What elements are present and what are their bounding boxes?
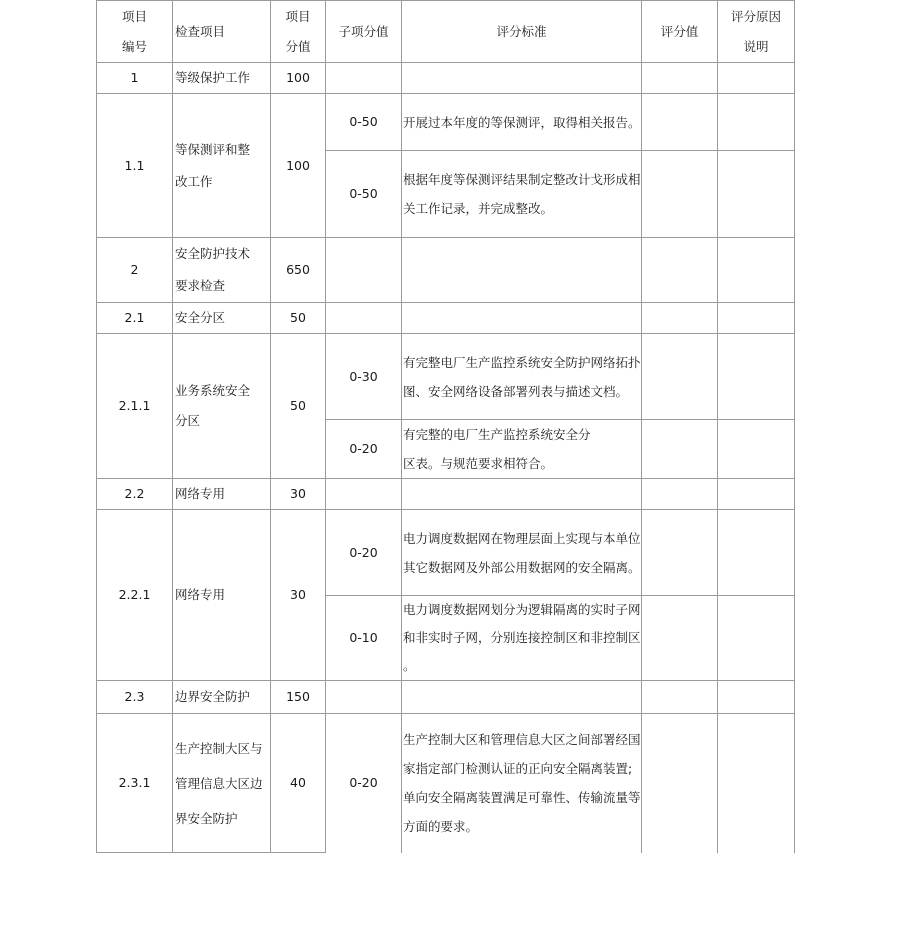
rating-cell[interactable] <box>642 238 718 303</box>
header-reason <box>718 1 795 63</box>
rating-cell[interactable] <box>642 151 718 238</box>
item-number: 1 <box>97 63 173 94</box>
reason-cell[interactable] <box>718 334 795 420</box>
sub-score: 0-50 <box>326 151 402 238</box>
reason-cell[interactable] <box>718 420 795 479</box>
criteria-line: 根据年度等保测评结果制定整改计戈形成相 <box>403 172 641 187</box>
rating-cell[interactable] <box>642 681 718 714</box>
item-score: 100 <box>271 63 326 94</box>
check-item: 等级保护工作 <box>173 63 271 94</box>
check-item <box>173 334 271 479</box>
table-row <box>97 94 795 151</box>
criteria <box>402 303 642 334</box>
rating-cell[interactable] <box>642 63 718 94</box>
check-item <box>173 94 271 238</box>
criteria <box>402 714 642 853</box>
header-text: 编号 <box>121 38 147 54</box>
check-item <box>173 238 271 303</box>
header-item-score <box>271 1 326 63</box>
check-item <box>173 714 271 853</box>
reason-cell[interactable] <box>718 510 795 596</box>
reason-cell[interactable] <box>718 63 795 94</box>
rating-cell[interactable] <box>642 303 718 334</box>
check-item-line: 生产控制大区与 <box>175 740 263 756</box>
table-row <box>97 510 795 596</box>
sub-score[interactable] <box>326 479 402 510</box>
item-score: 150 <box>271 681 326 714</box>
check-item-line: 管理信息大区边 <box>175 775 263 791</box>
reason-cell[interactable] <box>718 94 795 151</box>
check-item-line: 界安全防护 <box>175 810 238 826</box>
item-score: 650 <box>271 238 326 303</box>
header-text: 评分原因 <box>730 8 781 24</box>
rating-cell[interactable] <box>642 596 718 681</box>
criteria <box>402 334 642 420</box>
item-number: 1.1 <box>97 94 173 238</box>
check-item: 安全分区 <box>173 303 271 334</box>
item-score: 50 <box>271 303 326 334</box>
criteria-line: 生产控制大区和管理信息大区之间部署经国 <box>403 732 641 748</box>
criteria <box>402 63 642 94</box>
rating-cell[interactable] <box>642 420 718 479</box>
check-item-line: 业务系统安全 <box>175 383 251 398</box>
check-item-line: 改工作 <box>175 173 213 189</box>
header-rating: 评分值 <box>642 1 718 63</box>
rating-cell[interactable] <box>642 479 718 510</box>
table-row <box>97 63 795 94</box>
criteria <box>402 420 642 479</box>
table-row <box>97 479 795 510</box>
criteria-line: 家指定部门检测认证的正向安全隔离装置; <box>403 761 633 777</box>
reason-cell[interactable] <box>718 151 795 238</box>
header-text: 项目 <box>121 8 147 24</box>
item-score: 100 <box>271 94 326 238</box>
header-text: 说明 <box>743 38 769 54</box>
header-text: 项目 <box>285 8 311 24</box>
item-score: 30 <box>271 479 326 510</box>
item-number: 2.3 <box>97 681 173 714</box>
reason-cell[interactable] <box>718 479 795 510</box>
table-row <box>97 238 795 303</box>
criteria <box>402 151 642 238</box>
sub-score[interactable] <box>326 303 402 334</box>
sub-score: 0-10 <box>326 596 402 681</box>
criteria-line: 。 <box>403 658 416 673</box>
criteria-line: 图、安全网络设备部署列表与描述文档。 <box>403 383 629 399</box>
criteria <box>402 479 642 510</box>
sub-score: 0-50 <box>326 94 402 151</box>
reason-cell[interactable] <box>718 596 795 681</box>
sub-score: 0-30 <box>326 334 402 420</box>
header-row <box>97 1 795 63</box>
item-number: 2.1.1 <box>97 334 173 479</box>
check-item-line: 要求检查 <box>175 278 226 293</box>
item-score: 50 <box>271 334 326 479</box>
criteria-line: 方面的要求。 <box>403 819 479 835</box>
criteria <box>402 238 642 303</box>
sub-score: 0-20 <box>326 420 402 479</box>
sub-score: 0-20 <box>326 714 402 853</box>
rating-cell[interactable] <box>642 334 718 420</box>
sub-score: 0-20 <box>326 510 402 596</box>
criteria-line: 区表。与规范要求相符合。 <box>403 456 554 471</box>
item-number: 2.3.1 <box>97 714 173 853</box>
table-row <box>97 334 795 420</box>
sub-score[interactable] <box>326 238 402 303</box>
item-number: 2.1 <box>97 303 173 334</box>
header-sub-score: 子项分值 <box>326 1 402 63</box>
table-row <box>97 681 795 714</box>
check-item: 网络专用 <box>173 510 271 681</box>
criteria <box>402 510 642 596</box>
rating-cell[interactable] <box>642 510 718 596</box>
criteria-line: 单向安全隔离装置满足可靠性、传输流量等 <box>403 790 641 806</box>
reason-cell[interactable] <box>718 681 795 714</box>
header-check-item: 检查项目 <box>173 1 271 63</box>
reason-cell[interactable] <box>718 714 795 853</box>
reason-cell[interactable] <box>718 303 795 334</box>
evaluation-table-wrapper <box>96 0 795 853</box>
item-number: 2.2.1 <box>97 510 173 681</box>
rating-cell[interactable] <box>642 714 718 853</box>
criteria-line: 电力调度数据网划分为逻辑隔离的实时子网 <box>403 602 641 617</box>
check-item-line: 等保测评和整 <box>175 141 251 157</box>
header-item-number <box>97 1 173 63</box>
check-item-line: 安全防护技术 <box>175 246 251 261</box>
rating-cell[interactable] <box>642 94 718 151</box>
reason-cell[interactable] <box>718 238 795 303</box>
sub-score[interactable] <box>326 63 402 94</box>
check-item-line: 分区 <box>175 413 201 428</box>
check-item: 边界安全防护 <box>173 681 271 714</box>
table-row <box>97 303 795 334</box>
criteria-line: 有完整电厂生产监控系统安全防护网络拓扑 <box>403 354 641 370</box>
criteria-line: 和非实时子网，分别连接控制区和非控制区 <box>403 630 641 645</box>
check-item: 网络专用 <box>173 479 271 510</box>
item-score: 40 <box>271 714 326 853</box>
criteria <box>402 681 642 714</box>
criteria-line: 电力调度数据网在物理层面上实现与本单位 <box>403 530 641 546</box>
table-row <box>97 714 795 853</box>
item-number: 2 <box>97 238 173 303</box>
criteria <box>402 596 642 681</box>
criteria-line: 有完整的电厂生产监控系统安全分 <box>403 427 591 442</box>
header-text: 分值 <box>285 38 311 54</box>
item-score: 30 <box>271 510 326 681</box>
criteria-line: 关工作记录，并完成整改。 <box>403 201 554 216</box>
criteria <box>402 94 642 151</box>
criteria-line: 开展过本年度的等保测评，取得相关报告。 <box>403 114 641 130</box>
evaluation-table <box>96 0 795 853</box>
item-number: 2.2 <box>97 479 173 510</box>
criteria-line: 其它数据网及外部公用数据网的安全隔离。 <box>403 559 641 575</box>
sub-score[interactable] <box>326 681 402 714</box>
header-criteria: 评分标准 <box>402 1 642 63</box>
